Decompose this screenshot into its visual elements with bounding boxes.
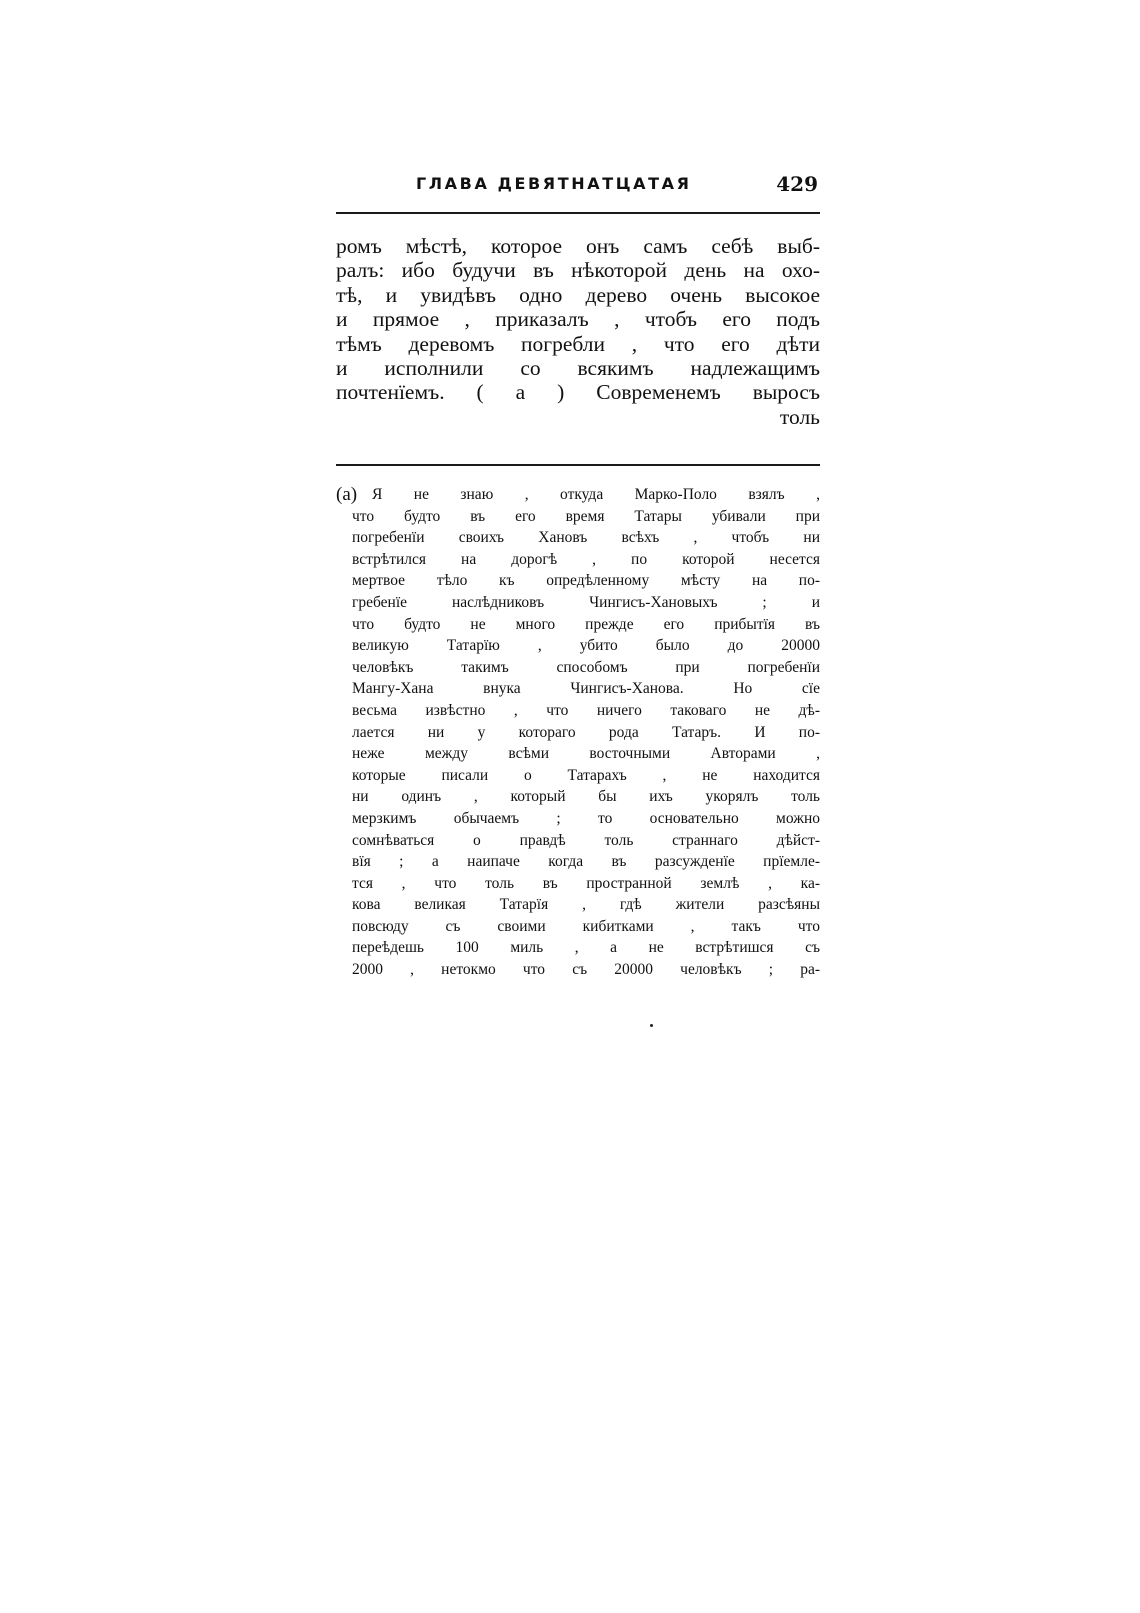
footnote-line: которые писали о Татарахъ , не находится xyxy=(352,766,820,784)
footnote-line: весьма извѣстно , что ничего таковаго не дѣ- xyxy=(352,701,820,719)
footnote-line: ни одинъ , который бы ихъ укорялъ толь xyxy=(352,788,820,806)
main-text-line: тѣмъ деревомъ погребли , что его дѣти xyxy=(336,331,820,356)
footnote-line: великую Татарїю , убито было до 20000 xyxy=(352,637,820,655)
ink-speck xyxy=(650,1024,653,1027)
footnote-line: что будто не много прежде его прибытїя въ xyxy=(352,615,820,633)
footnote-line: человѣкъ такимъ способомъ при погребенїи xyxy=(352,658,820,676)
footnote-line: Я не знаю , откуда Марко-Поло взялъ , xyxy=(372,486,820,503)
running-head xyxy=(336,166,820,200)
main-text-line: тѣ, и увидѣвъ одно дерево очень высокое xyxy=(336,282,820,307)
footnote-line: вїя ; а наипаче когда въ разсужденїе прїемле- xyxy=(352,853,820,871)
footnote-line: повсюду съ своими кибитками , такъ что xyxy=(352,917,820,935)
footnote-line: 2000 , нетокмо что съ 20000 человѣкъ ; ра- xyxy=(352,961,820,979)
footnote-line: встрѣтился на дорогѣ , по которой несется xyxy=(352,550,820,568)
header-rule xyxy=(336,212,820,214)
footnote-line: мертвое тѣло къ опредѣленному мѣсту на по- xyxy=(352,572,820,590)
footnote-line: погребенїи своихъ Хановъ всѣхъ , чтобъ ни xyxy=(352,529,820,547)
footnote-line: тся , что толь въ пространной землѣ , ка- xyxy=(352,874,820,892)
footnote-line: Мангу-Хана внука Чингисъ-Ханова. Но сїе xyxy=(352,680,820,698)
main-text-line: и исполнили со всякимъ надлежащимъ xyxy=(336,355,820,380)
footnote-line: что будто въ его время Татары убивали при xyxy=(352,507,820,525)
footnote-marker: (a) xyxy=(336,484,358,505)
main-text-line: ралъ: ибо будучи въ нѣкоторой день на охо- xyxy=(336,258,820,283)
footnote-line: мерзкимъ обычаемъ ; то основательно можно xyxy=(352,809,820,827)
footnote-text xyxy=(352,484,820,981)
main-text-line: и прямое , приказалъ , чтобъ его подъ xyxy=(336,307,820,332)
running-title: ГЛАВА ДЕВЯТНАТЦАТАЯ xyxy=(416,174,692,193)
footnote-line: гребенїе наслѣдниковъ Чингисъ-Хановыхъ ; и xyxy=(352,593,820,611)
footnote-rule xyxy=(336,464,820,466)
footnote-line: сомнѣваться о правдѣ толь страннаго дѣйст- xyxy=(352,831,820,849)
main-text xyxy=(336,234,820,429)
page-number: 429 xyxy=(776,172,818,196)
footnote-line: кова великая Татарїя , гдѣ жители разсѣяны xyxy=(352,896,820,914)
footnote-line: переѣдешь 100 миль , а не встрѣтишся съ xyxy=(352,939,820,957)
catchword: толь xyxy=(779,404,820,429)
main-text-line: почтенїемъ. ( a ) Современемъ выросъ xyxy=(336,380,820,405)
footnote-line: лается ни у котораго рода Татаръ. И по- xyxy=(352,723,820,741)
footnote-line: неже между всѣми восточными Авторами , xyxy=(352,745,820,763)
main-text-line: ромъ мѣстѣ, которое онъ самъ себѣ выб- xyxy=(336,234,820,258)
